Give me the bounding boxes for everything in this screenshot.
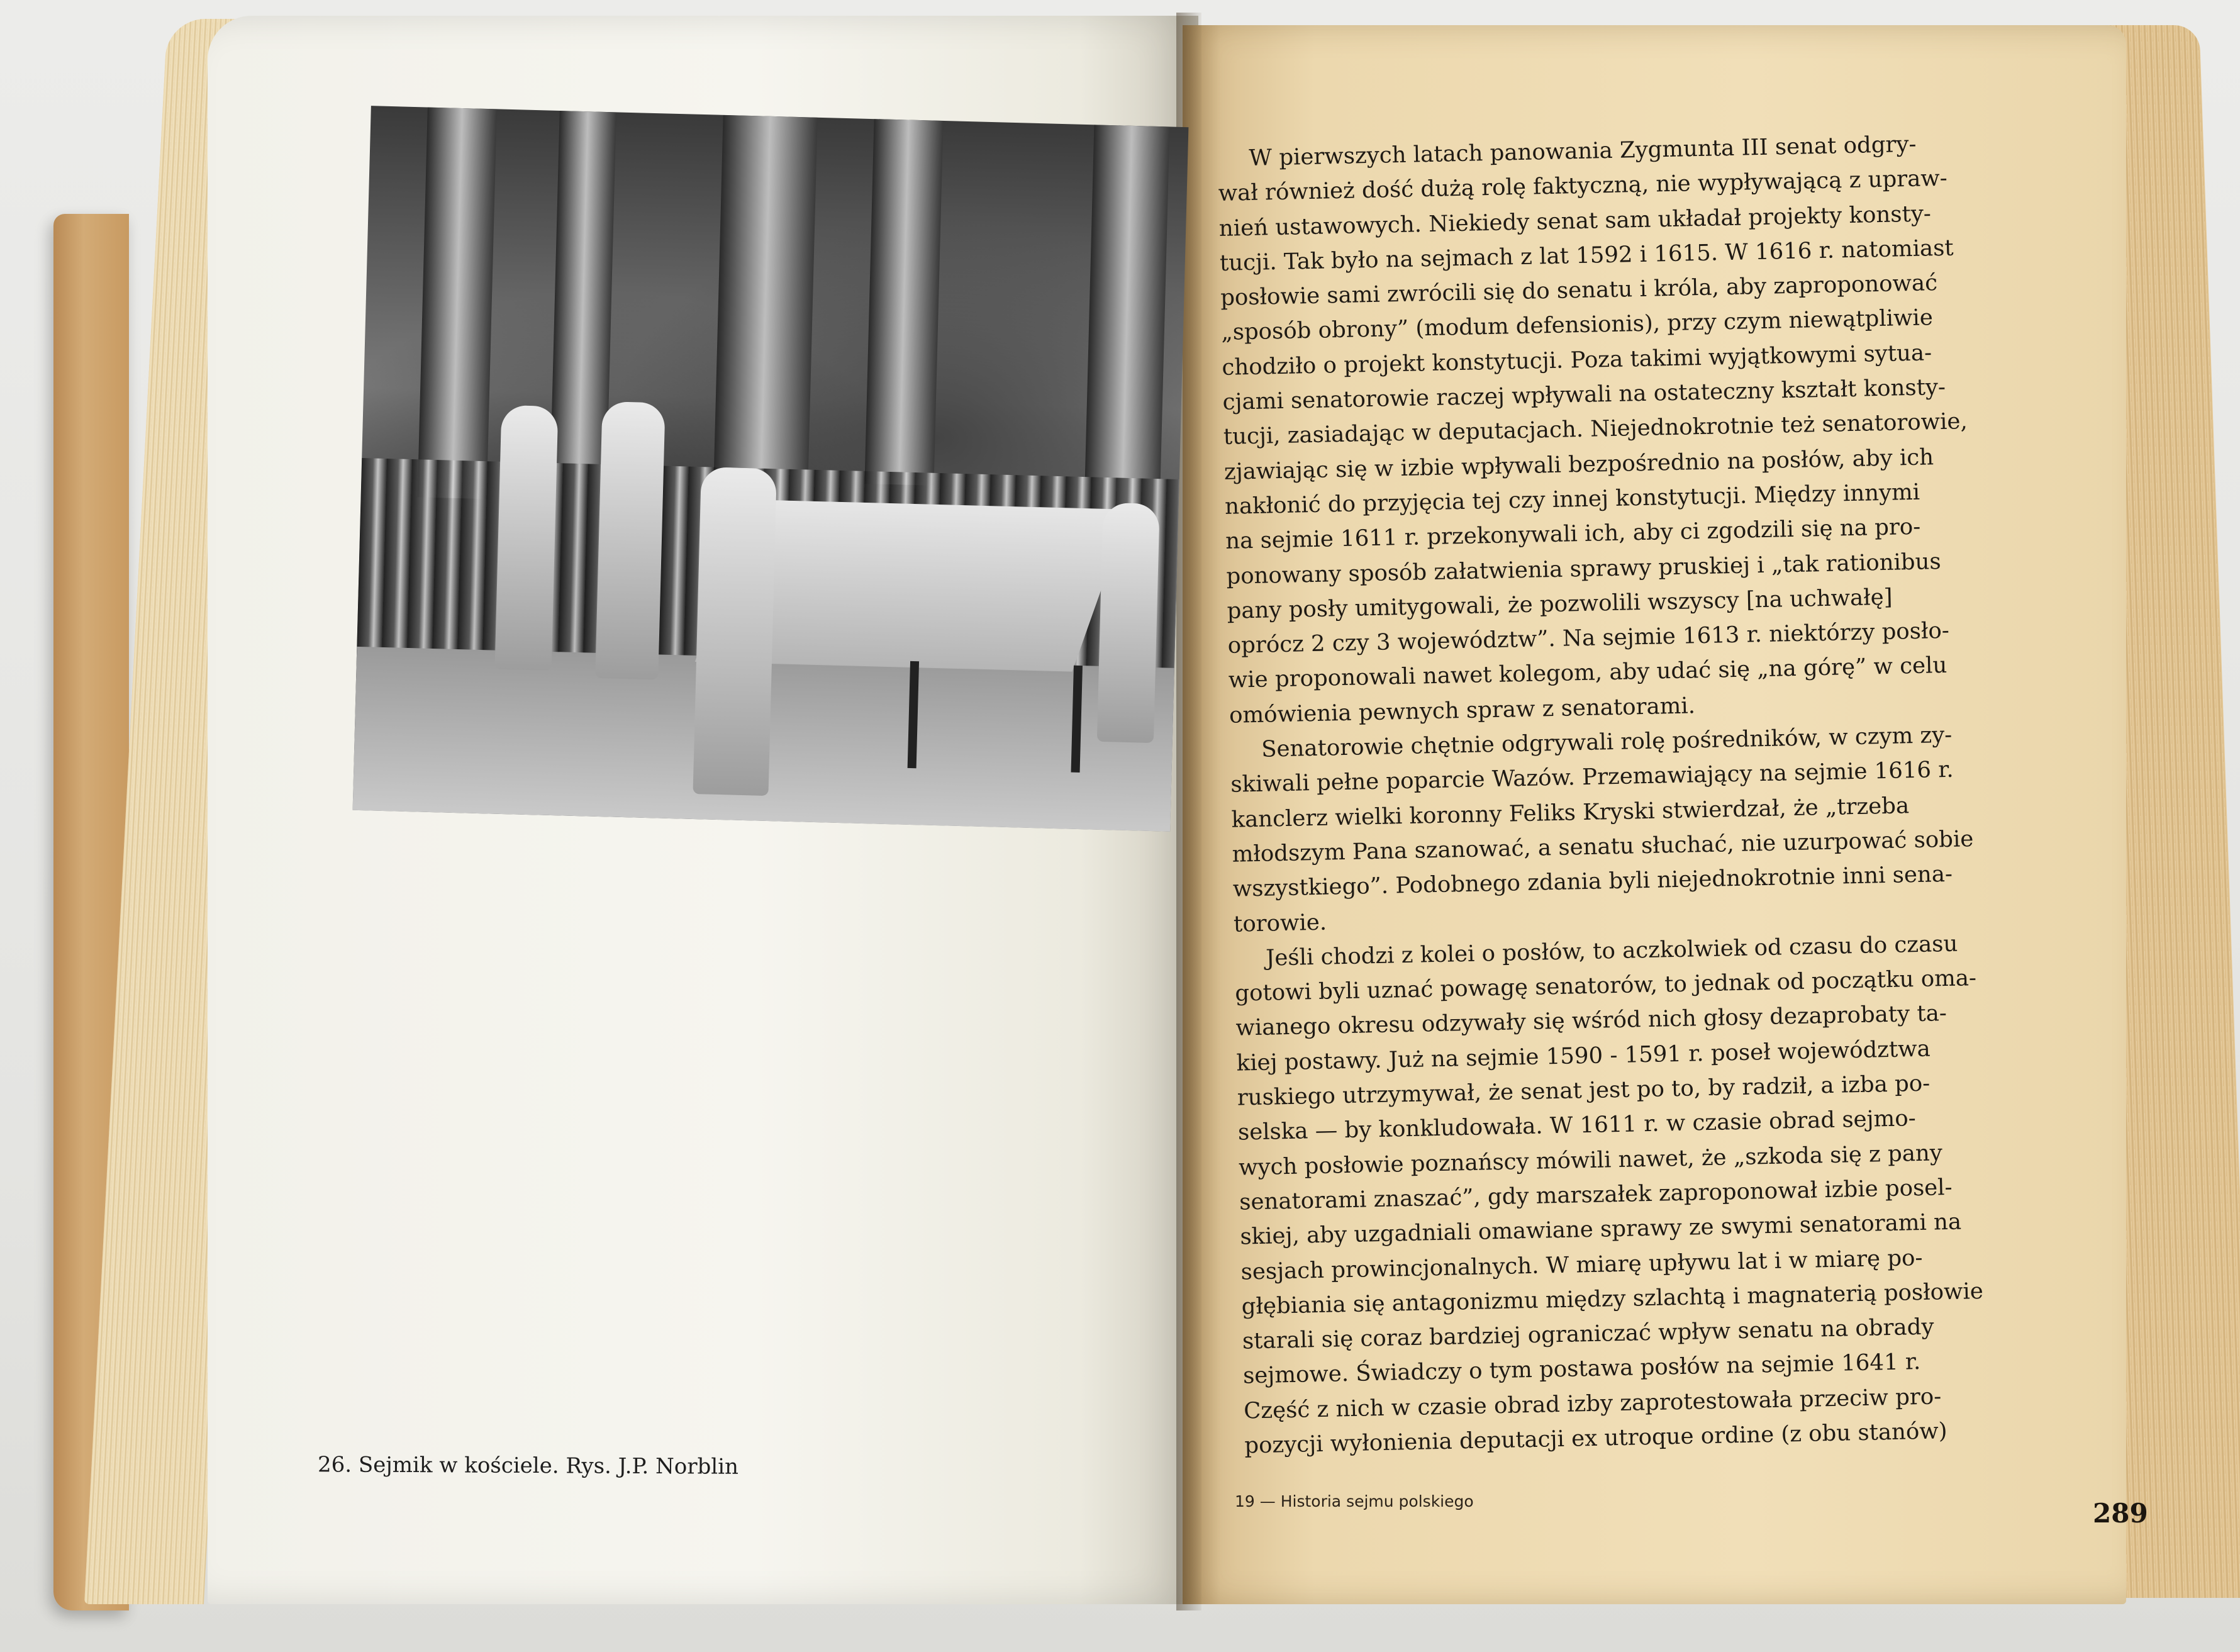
text-line: tucji, zasiadając w deputacjach. Niejednokrotnie też senatorowie, [1223,408,1968,450]
text-line: starali się coraz bardziej ograniczać wpływ senatu na obrady [1242,1314,1934,1354]
text-line: wych posłowie poznańscy mówili nawet, że „szkoda się z pany [1238,1139,1943,1181]
church-column [1084,125,1169,516]
text-line: wszystkiego”. Podobnego zdania byli niejednokrotnie inni sena- [1232,861,1953,902]
text-line: sesjach prowincjonalnych. W miarę upływu lat i w miarę po- [1240,1244,1923,1285]
text-line: kiej postawy. Już na sejmie 1590 - 1591 r. poseł województwa [1236,1035,1931,1076]
figure [595,401,665,679]
illustration-caption: 26. Sejmik w kościele. Rys. J.P. Norblin [317,1452,739,1480]
text-line: pany posły umitygowali, że pozwolili wszyscy [na uchwałę] [1227,584,1893,624]
text-line: Senatorowie chętnie odgrywali rolę pośredników, w czym zy- [1261,722,1953,762]
text-line: ruskiego utrzymywał, że senat jest po to, by radził, a izba po- [1237,1070,1931,1111]
text-line: nień ustawowych. Niekiedy senat sam układał projekty konsty- [1218,200,1932,242]
text-line: wianego okresu odzywały się wśród nich głosy dezaprobaty ta- [1235,1000,1947,1042]
figure [495,405,559,671]
church-column [713,115,818,520]
text-line: W pierwszych latach panowania Zygmunta III senat odgry- [1249,131,1917,171]
text-line: posłowie sami zwrócili się do senatu i króla, aby zaproponować [1220,270,1938,311]
text-line: głębiania się antagonizmu między szlachtą i magnaterią posłowie [1241,1278,1984,1320]
text-line: chodziło o projekt konstytucji. Poza takimi wyjątkowymi sytua- [1222,340,1932,381]
figure [693,467,777,796]
text-line: Część z nich w czasie obrad izby zaprotestowała przeciw pro- [1243,1383,1942,1424]
text-line: nakłonić do przyjęcia tej czy innej konstytucji. Między innymi [1224,479,1920,520]
text-line: senatorami znaszać”, gdy marszałek zaproponował izbie posel- [1239,1174,1953,1215]
text-line: oprócz 2 czy 3 województw”. Na sejmie 1613 r. niektórzy posło- [1227,617,1950,659]
text-line: skiej, aby uzgadniali omawiane sprawy ze swymi senatorami na [1240,1208,1962,1250]
text-line: pozycji wyłonienia deputacji ex utroque ordine (z obu stanów) [1244,1418,1947,1459]
footer-signature: 19 — Historia sejmu polskiego [1235,1492,1474,1510]
text-line: zjawiając się w izbie wpływali bezpośrednio na posłów, aby ich [1223,444,1934,485]
text-line: cjami senatorowie raczej wpływali na ostateczny kształt konsty- [1222,374,1946,415]
church-column [864,119,943,486]
page-number: 289 [2093,1498,2148,1529]
page-text [1217,122,2170,1463]
text-line: Jeśli chodzi z kolei o posłów, to aczkolwiek od czasu do czasu [1265,930,1958,971]
text-line: wał również dość dużą rolę faktyczną, nie wypływającą z upraw- [1218,165,1948,207]
text-line: wie proponowali nawet kolegom, aby udać się „na górę” w celu [1228,652,1947,694]
text-line: selska — by konkludowała. W 1611 r. w czasie obrad sejmo- [1237,1105,1917,1146]
text-line: „sposób obrony” (modum defensionis), przy czym niewątpliwie [1220,304,1934,346]
text-line: kanclerz wielki koronny Feliks Kryski stwierdzał, że „trzeba [1231,792,1910,833]
text-line: torowie. [1233,909,1327,937]
illustration-sejmik-engraving [353,106,1189,832]
church-column [418,108,497,500]
text-line: tucji. Tak było na sejmach z lat 1592 i 1615. W 1616 r. natomiast [1219,235,1954,276]
text-line: ponowany sposób załatwienia sprawy pruskiej i „tak rationibus [1226,548,1942,589]
text-line: skiwali pełne poparcie Wazów. Przemawiający na sejmie 1616 r. [1230,757,1954,798]
text-line: młodszym Pana szanować, a senatu słuchać, nie uzurpować sobie [1232,826,1974,868]
figure [1097,503,1160,743]
text-line: sejmowe. Świadczy o tym postawa posłów na sejmie 1641 r. [1242,1349,1921,1389]
text-line: na sejmie 1611 r. przekonywali ich, aby ci zgodzili się na pro- [1225,513,1921,555]
text-line: omówienia pewnych spraw z senatorami. [1229,693,1696,728]
text-line: gotowi byli uznać powagę senatorów, to jednak od początku oma- [1234,965,1977,1007]
